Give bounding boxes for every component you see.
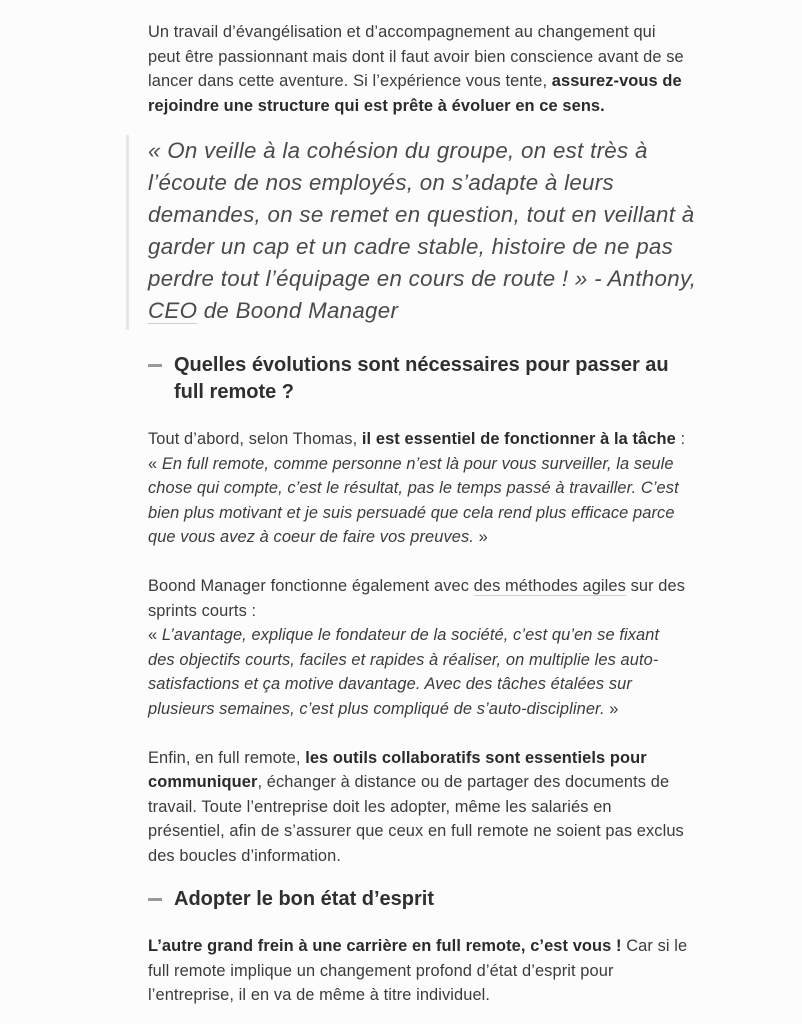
heading-dash-icon: [148, 364, 162, 367]
ceo-quote: [126, 135, 718, 330]
article-top: [148, 20, 690, 118]
paragraph-tools: Enfin, en full remote, les outils collaboratifs sont essentiels pour communiquer, échanger à distance ou de partager des documents de travail. Toute l’entreprise doit les adopter, même les salariés en présentiel, afin de s’assurer que ceux en full remote ne soient pas exclus des boucles d’information.: [148, 748, 684, 865]
heading-dash-icon: [148, 898, 162, 901]
section-heading-evolutions: [148, 352, 693, 406]
section-heading-mindset: [148, 886, 693, 913]
intro-emphasis: assurez-vous de rejoindre une structure qui est prête à évoluer en ce sens.: [148, 72, 682, 115]
paragraph-tasks: Tout d’abord, selon Thomas, il est essentiel de fonctionner à la tâche : « En full remote, comme personne n’est là pour vous surveiller, la seule chose qui compte, c’est le résultat, pas le temps passé à travailler. C’est bien plus motivant et je suis persuadé que cela rend plus efficace parce que vous avez à coeur de faire vos preuves. »: [148, 430, 686, 547]
paragraph-agile: Boond Manager fonctionne également avec des méthodes agiles sur des sprints courts : « L’avantage, explique le fondateur de la société, c’est qu’en se fixant des objectifs courts, faciles et rapides à réaliser, on multiplie les auto-satisfactions et ça motive davantage. Avec des tâches étalées sur plusieurs semaines, c’est plus compliqué de s’auto-discipliner. »: [148, 576, 686, 718]
paragraph-mindset: L’autre grand frein à une carrière en full remote, c’est vous ! Car si le full remote implique un changement profond d’état d’esprit pour l’entreprise, il en va de même à titre individuel.: [148, 937, 688, 1005]
ceo-link[interactable]: CEO: [148, 298, 198, 323]
agile-methods-link[interactable]: des méthodes agiles: [473, 576, 626, 595]
article-bottom: [148, 934, 690, 1008]
paragraph-intro: Un travail d’évangélisation et d’accompagnement au changement qui peut être passionnant mais dont il faut avoir bien conscience avant de se lancer dans cette aventure. Si l’expérience vous tente, assurez-vous de rejoindre une structure qui est prête à évoluer en ce sens.: [148, 23, 684, 115]
quote-text: « On veille à la cohésion du groupe, on est très à l’écoute de nos employés, on s’adapte à leurs demandes, on se remet en question, tout en veillant à garder un cap et un cadre stable, histoire de ne pas perdre tout l’équipage en cours de route ! » - Anthony, CEO de Boond Manager: [148, 138, 697, 323]
heading-evolutions-text: Quelles évolutions sont nécessaires pour passer au full remote ?: [174, 354, 669, 403]
heading-mindset-text: Adopter le bon état d’esprit: [174, 888, 435, 910]
article-middle: [148, 427, 690, 869]
